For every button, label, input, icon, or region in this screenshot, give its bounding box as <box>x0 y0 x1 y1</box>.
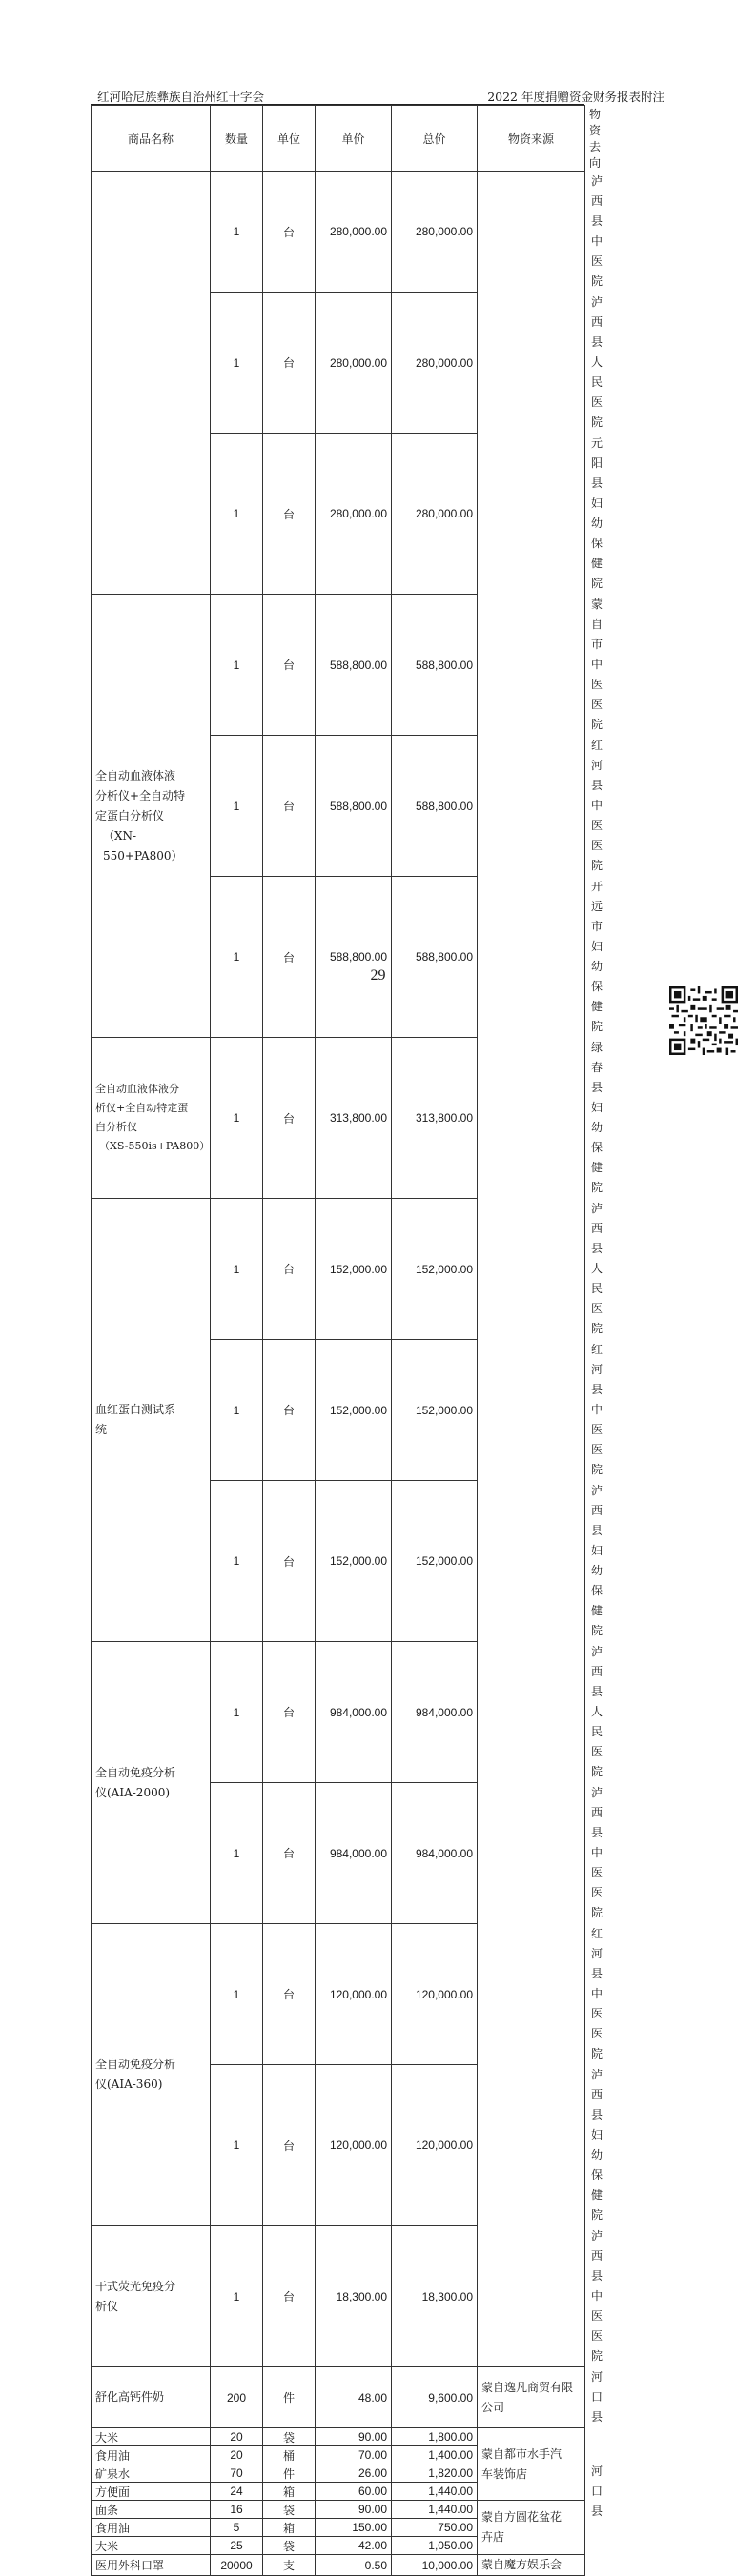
table-row <box>92 2501 585 2519</box>
qty-cell: 1 <box>211 1340 263 1481</box>
qty-cell: 70 <box>211 2464 263 2483</box>
item-name-line: 白分析仪 <box>95 1121 137 1133</box>
item-name: 舒化高钙件奶 <box>92 2367 211 2428</box>
qty-cell: 1 <box>211 2065 263 2226</box>
page-number: 29 <box>370 967 386 984</box>
price-cell: 90.00 <box>316 2501 392 2519</box>
qty-cell: 1 <box>211 434 263 595</box>
price-cell: 150.00 <box>316 2519 392 2537</box>
total-cell: 152,000.00 <box>392 1199 478 1340</box>
donation-table <box>91 105 603 2576</box>
item-name-line: 血红蛋白测试系 <box>95 1403 176 1416</box>
org-name: 红河哈尼族彝族自治州红十字会 <box>97 90 265 104</box>
source-cell: 蒙自魔方娱乐会 <box>478 2555 585 2576</box>
table-row: 1 台 280,000.00 280,000.00 元阳县妇幼保健院 <box>92 434 585 595</box>
source-line: 卉店 <box>481 2530 505 2544</box>
unit-cell: 箱 <box>263 2519 316 2537</box>
item-name-line: 析仪+全自动特定蛋 <box>95 1102 189 1114</box>
source-blank <box>478 172 585 2367</box>
item-name-line: 干式荧光免疫分 <box>95 2279 176 2293</box>
price-cell: 280,000.00 <box>316 172 392 293</box>
price-cell: 313,800.00 <box>316 1038 392 1199</box>
item-name <box>92 2226 211 2367</box>
unit-cell: 台 <box>263 2065 316 2226</box>
item-name-line: （XS-550is+PA800） <box>99 1140 211 1152</box>
unit-cell: 台 <box>263 1481 316 1642</box>
total-cell: 1,440.00 <box>392 2483 478 2501</box>
col-header: 商品名称 <box>92 106 211 172</box>
qty-cell: 1 <box>211 293 263 434</box>
item-name <box>92 1924 211 2226</box>
table-row: 1 台 984,000.00 984,000.00 泸西县中医医院 <box>92 1783 585 1924</box>
unit-cell: 台 <box>263 2226 316 2367</box>
col-header: 数量 <box>211 106 263 172</box>
price-cell: 70.00 <box>316 2446 392 2464</box>
table-row: 干式荧光免疫分 析仪 1 台 18,300.00 18,300.00 泸西县中医医院 <box>92 2226 585 2367</box>
report-title: 2022 年度捐赠资金财务报表附注 <box>487 90 664 104</box>
unit-cell: 桶 <box>263 2446 316 2464</box>
total-cell: 1,800.00 <box>392 2428 478 2446</box>
total-cell: 588,800.00 <box>392 877 478 1038</box>
table-row: 1 台 152,000.00 152,000.00 泸西县妇幼保健院 <box>92 1481 585 1642</box>
total-cell: 1,050.00 <box>392 2537 478 2555</box>
col-header: 总价 <box>392 106 478 172</box>
qty-cell: 1 <box>211 1783 263 1924</box>
table-row: 1 台 152,000.00 152,000.00 红河县中医医院 <box>92 1340 585 1481</box>
unit-cell: 袋 <box>263 2501 316 2519</box>
unit-cell: 台 <box>263 1924 316 2065</box>
price-cell: 984,000.00 <box>316 1783 392 1924</box>
total-cell: 152,000.00 <box>392 1340 478 1481</box>
item-name-line: 全自动免疫分析 <box>95 2058 176 2071</box>
unit-cell: 台 <box>263 1340 316 1481</box>
qty-cell: 1 <box>211 2226 263 2367</box>
col-header: 单位 <box>263 106 316 172</box>
price-cell: 588,800.00 <box>316 877 392 1038</box>
item-name-line: （XN-550+PA800） <box>103 828 183 862</box>
item-name-line: 全自动血液体液 <box>95 768 176 782</box>
total-cell: 1,820.00 <box>392 2464 478 2483</box>
item-name: 方便面 <box>92 2483 211 2501</box>
total-cell: 588,800.00 <box>392 595 478 736</box>
table-header-row: 商品名称 数量 单位 单价 总价 物资来源 物资去向 <box>92 106 585 172</box>
item-name-line: 分析仪+全自动特 <box>95 788 186 802</box>
total-cell: 1,400.00 <box>392 2446 478 2464</box>
unit-cell: 台 <box>263 1038 316 1199</box>
table-row: 1 台 280,000.00 280,000.00 泸西县人民医院 <box>92 293 585 434</box>
price-cell: 152,000.00 <box>316 1199 392 1340</box>
unit-cell: 台 <box>263 736 316 877</box>
item-name-line: 全自动血液体液分 <box>95 1083 179 1095</box>
qty-cell: 200 <box>211 2367 263 2428</box>
price-cell: 280,000.00 <box>316 434 392 595</box>
unit-cell: 箱 <box>263 2483 316 2501</box>
item-name-blank <box>92 172 211 595</box>
item-name: 大米 <box>92 2537 211 2555</box>
table-row: 1 台 280,000.00 280,000.00 泸西县中医院 <box>92 172 585 293</box>
qty-cell: 20000 <box>211 2555 263 2576</box>
unit-cell: 台 <box>263 434 316 595</box>
item-name: 面条 <box>92 2501 211 2519</box>
qty-cell: 24 <box>211 2483 263 2501</box>
qty-cell: 1 <box>211 1924 263 2065</box>
unit-cell: 台 <box>263 877 316 1038</box>
price-cell: 26.00 <box>316 2464 392 2483</box>
total-cell: 984,000.00 <box>392 1783 478 1924</box>
price-cell: 280,000.00 <box>316 293 392 434</box>
table-row: 全自动免疫分析 仪(AIA-360) 1 台 120,000.00 120,000.00 红河县中医医院 <box>92 1924 585 2065</box>
item-name <box>92 1038 211 1199</box>
item-name-line: 统 <box>95 1423 108 1436</box>
item-name-line: 仪(AIA-2000) <box>95 1785 171 1799</box>
total-cell: 588,800.00 <box>392 736 478 877</box>
item-name <box>92 1199 211 1642</box>
table-row: 1 台 588,800.00 588,800.00 开远市妇幼保健院 <box>92 877 585 1038</box>
item-name: 大米 <box>92 2428 211 2446</box>
unit-cell: 台 <box>263 1783 316 1924</box>
qr-code-icon <box>669 986 738 1055</box>
qty-cell: 1 <box>211 1481 263 1642</box>
price-cell: 90.00 <box>316 2428 392 2446</box>
source-line: 蒙自都市水手汽 <box>481 2446 562 2461</box>
unit-cell: 袋 <box>263 2537 316 2555</box>
total-cell: 120,000.00 <box>392 2065 478 2226</box>
price-cell: 48.00 <box>316 2367 392 2428</box>
unit-cell: 袋 <box>263 2428 316 2446</box>
qty-cell: 20 <box>211 2428 263 2446</box>
source-line: 蒙自方圆花盆花 <box>481 2510 562 2524</box>
total-cell: 750.00 <box>392 2519 478 2537</box>
price-cell: 984,000.00 <box>316 1642 392 1783</box>
unit-cell: 台 <box>263 1199 316 1340</box>
unit-cell: 台 <box>263 1642 316 1783</box>
total-cell: 9,600.00 <box>392 2367 478 2428</box>
item-name-line: 析仪 <box>95 2299 119 2313</box>
item-name-line: 全自动免疫分析 <box>95 1765 176 1779</box>
item-name-line: 定蛋白分析仪 <box>95 808 165 822</box>
qty-cell: 1 <box>211 736 263 877</box>
item-name: 食用油 <box>92 2519 211 2537</box>
price-cell: 152,000.00 <box>316 1340 392 1481</box>
qty-cell: 1 <box>211 1038 263 1199</box>
price-cell: 60.00 <box>316 2483 392 2501</box>
qty-cell: 5 <box>211 2519 263 2537</box>
total-cell: 280,000.00 <box>392 172 478 293</box>
table-row <box>92 2555 585 2576</box>
table-row: 全自动血液体液分 析仪+全自动特定蛋 白分析仪 （XS-550is+PA800） 1 台 313,800.00 313,800.00 绿春县妇幼保健院 <box>92 1038 585 1199</box>
table-row: 1 台 588,800.00 588,800.00 红河县中医医院 <box>92 736 585 877</box>
qty-cell: 25 <box>211 2537 263 2555</box>
item-name <box>92 1642 211 1924</box>
table-row: 舒化高钙件奶 200 件 48.00 9,600.00 蒙自逸凡商贸有限公司 河口县 <box>92 2367 585 2428</box>
source-cell: 蒙自逸凡商贸有限公司 <box>478 2367 585 2428</box>
qty-cell: 16 <box>211 2501 263 2519</box>
price-cell: 0.50 <box>316 2555 392 2576</box>
price-cell: 588,800.00 <box>316 736 392 877</box>
col-header: 单价 <box>316 106 392 172</box>
unit-cell: 件 <box>263 2464 316 2483</box>
total-cell: 152,000.00 <box>392 1481 478 1642</box>
total-cell: 280,000.00 <box>392 434 478 595</box>
unit-cell: 支 <box>263 2555 316 2576</box>
total-cell: 18,300.00 <box>392 2226 478 2367</box>
price-cell: 42.00 <box>316 2537 392 2555</box>
price-cell: 152,000.00 <box>316 1481 392 1642</box>
unit-cell: 件 <box>263 2367 316 2428</box>
qty-cell: 1 <box>211 172 263 293</box>
item-name-line: 仪(AIA-360) <box>95 2078 163 2091</box>
total-cell: 280,000.00 <box>392 293 478 434</box>
unit-cell: 台 <box>263 293 316 434</box>
source-cell <box>478 2428 585 2501</box>
price-cell: 120,000.00 <box>316 1924 392 2065</box>
source-line: 车装饰店 <box>481 2466 528 2481</box>
total-cell: 1,440.00 <box>392 2501 478 2519</box>
table-row: 1 台 120,000.00 120,000.00 泸西县妇幼保健院 <box>92 2065 585 2226</box>
price-cell: 18,300.00 <box>316 2226 392 2367</box>
item-name: 食用油 <box>92 2446 211 2464</box>
qty-cell: 1 <box>211 1199 263 1340</box>
item-name: 医用外科口罩 <box>92 2555 211 2576</box>
qty-cell: 1 <box>211 595 263 736</box>
table-row: 全自动免疫分析 仪(AIA-2000) 1 台 984,000.00 984,000.00 泸西县人民医院 <box>92 1642 585 1783</box>
unit-cell: 台 <box>263 595 316 736</box>
total-cell: 984,000.00 <box>392 1642 478 1783</box>
total-cell: 313,800.00 <box>392 1038 478 1199</box>
total-cell: 120,000.00 <box>392 1924 478 2065</box>
item-name: 矿泉水 <box>92 2464 211 2483</box>
table-row: 血红蛋白测试系 统 1 台 152,000.00 152,000.00 泸西县人民医院 <box>92 1199 585 1340</box>
unit-cell: 台 <box>263 172 316 293</box>
table-row: 全自动血液体液 分析仪+全自动特 定蛋白分析仪 （XN-550+PA800） 1 台 588,800.00 588,800.00 蒙自市中医医院 <box>92 595 585 736</box>
total-cell: 10,000.00 <box>392 2555 478 2576</box>
price-cell: 588,800.00 <box>316 595 392 736</box>
col-header: 物资来源 <box>478 106 585 172</box>
table-row: 大米 20 袋 90.00 1,800.00 蒙自都市水手汽 车装饰店 河口县 <box>92 2428 585 2446</box>
source-cell <box>478 2501 585 2555</box>
qty-cell: 20 <box>211 2446 263 2464</box>
qty-cell: 1 <box>211 1642 263 1783</box>
qty-cell: 1 <box>211 877 263 1038</box>
price-cell: 120,000.00 <box>316 2065 392 2226</box>
